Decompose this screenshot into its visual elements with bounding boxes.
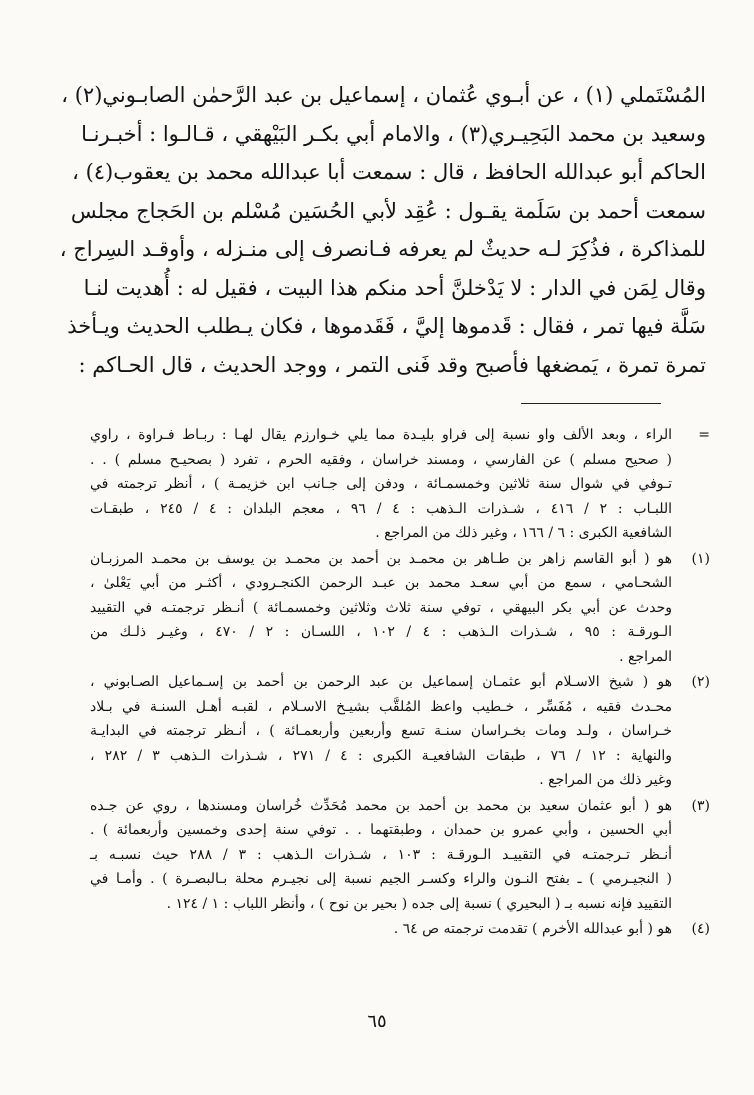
footnote-line: ( النجيـرمي ) ـ بفتح النـون والراء وكسـر الجيم نسبة إلى نجيـرم محلة بـالبصـرة ) . وأمـا في xyxy=(90,871,672,887)
footnote-1 xyxy=(90,547,710,670)
footnote-2 xyxy=(90,670,710,793)
main-text-line: الحاكم أبو عبدالله الحافظ ، قال : سمعت أبا عبدالله محمد بن يعقوب(٤) ، xyxy=(72,160,706,184)
footnote-line: هو ( أبو عبدالله الأخرم ) تقدمت ترجمته ص ٦٤ . xyxy=(393,921,672,937)
footnote-line: هو ( أبو القاسم زاهر بن طـاهر بن محمـد بن أحمد بن محمـد بن يوسف بن محمـد المرزبـان xyxy=(90,550,672,567)
footnote-marker: (١) xyxy=(691,550,710,567)
footnote-3 xyxy=(90,794,710,917)
footnote-line: أنـظر تـرجمتـه في التقييـد الـورقـة : ١٠٣ ، شـذرات الـذهب : ٣ / ٢٨٨ حيث نسبـه بـ xyxy=(90,846,672,863)
footnote-marker: = xyxy=(698,427,710,443)
footnote-line: خـراسان ، ولـد ومات بخـراسان سنـة تسع وأربعين وأربعمـائة ) ، أنـظر ترجمته في البدايـة xyxy=(90,723,672,739)
footnote-4 xyxy=(90,917,710,942)
footnote-divider xyxy=(521,403,661,404)
main-text-line: المُسْتَملي (١) ، عن أبـوي عُثمان ، إسماعيل بن عبد الرَّحمٰن الصابـوني(٢) ، xyxy=(61,83,706,107)
footnote-line: هو ( أبو عثمان سعيد بن محمد بن أحمد بن محمد مُحَدِّث خُراسان ومسندها ، روي عن جـده xyxy=(90,797,672,814)
main-text-line: سمعت أحمد بن سَلَمة يقـول : عُقِد لأبي الحُسَين مُسْلم بن الحَجاج مجلس xyxy=(70,198,706,223)
footnote-line: محـدث فقيه ، مُفَسِّر ، خـطيب واعظ المُلقَّب بشيـخ الاسـلام ، لقبـه أهـل السنـة في بـلاد xyxy=(90,698,672,715)
footnote-line: اللبـاب : ٢ / ٤١٦ ، شـذرات الـذهب : ٤ / ٩٦ ، معجم البلدان : ٤ / ٢٤٥ ، طبقـات xyxy=(90,500,672,517)
footnote-line: أبي الحسين ، وأبي عمرو بن حمدان ، وطبقتهما . . توفي سنة إحدى وخمسين وأربعمائة ) . xyxy=(90,822,672,838)
footnote-line: التقييد فإنه نسبه بـ ( البحيري ) نسبة إلى جده ( بحير بن نوح ) ، وأنظر اللباب : ١ / ١٢٤ . xyxy=(166,895,672,912)
footnote-line: الشحـامي ، سمع من أبي سعـد محمد بن عبـد الرحمن الكنجـرودي ، أكثـر من أبي يَعْلىٰ ، xyxy=(90,575,672,591)
footnote-line: الشافعية الكبرى : ٦ / ١٦٦ ، وغير ذلك من المراجع . xyxy=(375,525,672,541)
main-text-block xyxy=(59,76,706,384)
footnote-marker: (٤) xyxy=(691,921,710,937)
footnote-line: ( صحيح مسلم ) عن الفارسي ، ومسند خراسان ، وفقيه الحرم ، تفرد ( بصحيـح مسلم ) . . xyxy=(90,451,672,468)
footnotes-section xyxy=(90,423,710,943)
footnote-line: هو ( شيخ الاسـلام أبو عثمـان إسماعيل بن عبد الرحمن بن أحمد بن إسـماعيل الصـابوني ، xyxy=(90,674,672,690)
main-text-line: للمذاكرة ، فذُكِرَ لـه حديثٌ لم يعرفه فـانصرف إلى منـزله ، وأوقـد السِراج ، xyxy=(59,237,706,261)
footnote-marker: (٢) xyxy=(691,674,710,690)
footnote-line: المراجع . xyxy=(619,648,672,665)
main-text-line: وسعيد بن محمد البَحِيـري(٣) ، والامام أبي بكـر البَيْهقي ، قـالـوا : أخبـرنـا xyxy=(81,121,706,146)
footnote-line: وغير ذلك من المراجع . xyxy=(539,772,672,788)
main-text-line: وقال لِمَن في الدار : لا يَدْخلنَّ أحد منكم هذا البيت ، فقيل له : أُهديت لنـا xyxy=(83,275,706,300)
main-text-line: تمرة تمرة ، يَمضغها فأصبح وقد فَنى التمر ، ووجد الحديث ، قال الحـاكم : xyxy=(78,352,706,377)
footnote-line: الـورقـة : ٩٥ ، شـذرات الـذهب : ٤ / ١٠٢ ، اللسـان : ٢ / ٤٧٠ ، وغيـر ذلـك من xyxy=(90,624,673,640)
footnote-continued xyxy=(90,423,710,546)
page-number: ٦٥ xyxy=(367,1011,387,1032)
footnote-line: والنهاية : ١٢ / ٧٦ ، طبقات الشافعيـة الكبرى : ٤ / ٢٧١ ، شـذرات الـذهب ٣ / ٢٨٢ ، xyxy=(90,747,672,764)
footnote-marker: (٣) xyxy=(691,797,710,814)
main-text-line: سَلَّة فيها تمر ، فقال : قَدموها إليَّ ، فَقَدموها ، فكان يـطلب الحديث ويـأخذ xyxy=(67,314,706,338)
footnote-line: وحدث عن أبي بكر البيهقي ، توفي سنة ثلاث وثلاثين وخمسمـائة ) أنـظر ترجمتـه في التقييد xyxy=(90,599,672,616)
footnote-line: تـوفي في شوال سنة ثلاثين وخمسمـائة ، ودفن إلى جـانب ابن خزيمـة ) ، أنظر ترجمته في xyxy=(90,476,672,492)
footnote-line: الراء ، وبعد الألف واو نسبة إلى فراو بليـدة مما يلي خـوارزم يقال لهـا : ربـاط فـراوة ، راوي xyxy=(90,427,672,443)
